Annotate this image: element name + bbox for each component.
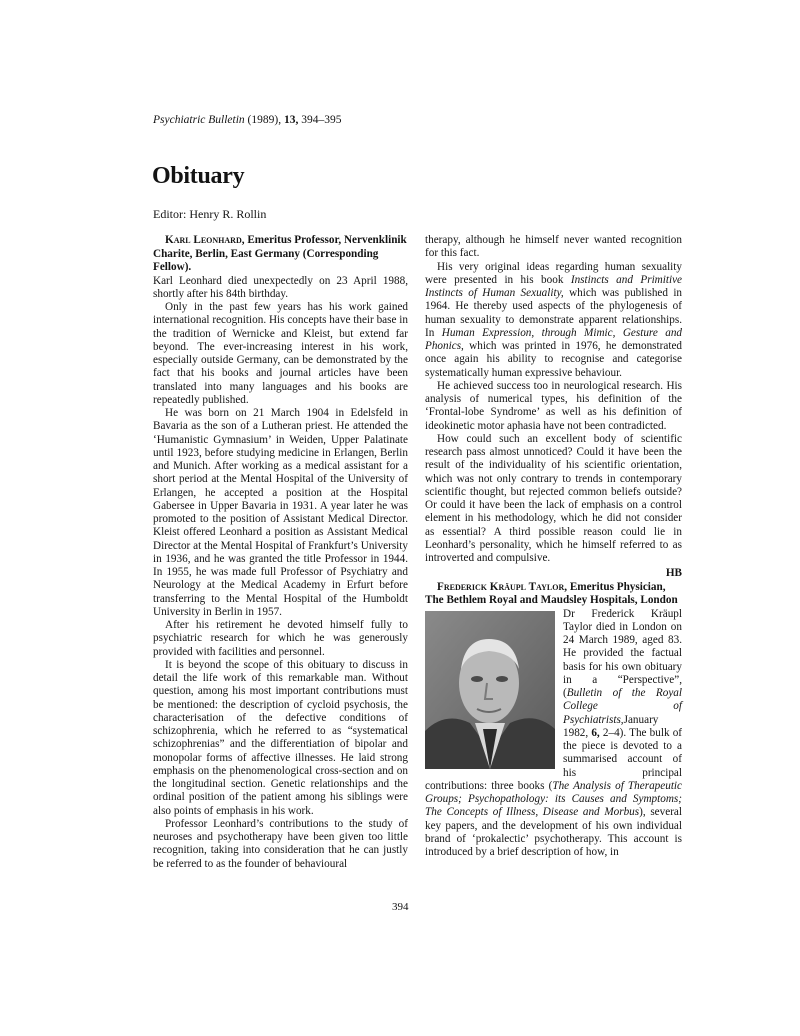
editor-line: Editor: Henry R. Rollin (153, 207, 267, 221)
journal-title: Bulletin of the Royal College of Psychiatrists, (563, 687, 682, 726)
journal-name: Psychiatric Bulletin (153, 114, 245, 126)
paragraph: Karl Leonhard died unexpectedly on 23 April 1988, shortly after his 84th birthday. (153, 274, 408, 300)
left-column (153, 234, 408, 871)
page-number: 394 (392, 901, 409, 913)
paragraph: His very original ideas regarding human sexuality were presented in his book Instincts and Primitive Instincts of Human Sexuality, which was published in 1964. He thereby used aspects of the phylogenesis of human sexuality to demonstrate apparent relationships. In Human Expression, through Mimic, Gesture and Phonics, which was printed in 1976, he demonstrated once again his ability to recognise and categorise systematically human expressive behaviour. (425, 260, 683, 379)
obituary-heading-leonhard (153, 234, 408, 275)
paragraph: therapy, although he himself never wanted recognition for this fact. (425, 234, 682, 260)
paragraph: How could such an excellent body of scientific research pass almost unnoticed? Could it have been the result of the individuality of his scientific orientation, which was not only contrary to trends in contemporary scientific thought, but rejected common beliefs outside? Or could it have been the lack of emphasis on a control element in his methodology, which he did not consider as essential? A third possible reason could lie in Leonhard’s personality, which he himself referred to as introverted and compulsive. (425, 432, 682, 564)
paragraph: He was born on 21 March 1904 in Edelsfeld in Bavaria as the son of a Lutheran priest. He attended the ‘Humanistic Gymnasium’ in Weiden, Upper Palatinate until 1923, before studying medicine in Erlangen, Berlin and Munich. After working as a medical assistant for a short period at the Mental Hospital of the University of Erlangen, he accepted a position at the Hospital Gabersee in Upper Bavaria in 1931. A year later he was promoted to the position of Assistant Medical Director. Kleist offered Leonhard a position as Assistant Medical Director at the Mental Hospital of Frankfurt’s University in 1936, and he was granted the title Professor in 1944. In 1955, he was made full Professor of Psychiatry and Neurology at the Medical Academy in Erfurt before transferring to the Mental Hospital of the Humboldt University in Berlin in 1957. (153, 407, 408, 618)
paragraph: Dr Frederick Kräupl Taylor died in London on 24 March 1989, aged 83. He provided the factual basis for his own obituary in a “Perspective”, (Bulletin of the Royal College of Psychiatrists,January 1982, 6, 2–4). The bulk of the piece is devoted to a summarised account of his principal contributions: three books (The Analysis of Therapeutic Groups; Psychopathology: its Causes and Symptoms; The Concepts of Illness, Disease and Morbus), several key papers, and the development of his own individual brand of ‘prokalectic’ psychotherapy. This account is introduced by a brief description of how, in (425, 607, 683, 858)
author-initials: HB (665, 567, 682, 580)
obituary-heading-taylor (425, 581, 682, 608)
page-title: Obituary (152, 163, 245, 189)
citation-volume: 13, (283, 114, 299, 126)
paragraph: It is beyond the scope of this obituary to discuss in detail the life work of this remarkable man. Without question, among his most important contributions must be mentioned: the description of cycloid psychosis, the characterisation of the defective conditions of schizophrenia, which he referred to as “systematical schizophrenias” and the differentiation of bipolar and monopolar forms of affective illnesses. He laid strong emphasis on the phenomenological cross-section and on the longitudinal section. Genetic relationships and the ordinal position of the patient among his siblings were also points of emphasis in his work. (153, 658, 408, 817)
paragraph: He achieved success too in neurological research. His analysis of numerical types, his definition of the ‘Frontal-lobe Syndrome’ as well as his definition of ideokinetic motor aphasia have not been contradicted. (425, 379, 682, 432)
obituary-name-leonhard: Karl Leonhard, (165, 234, 245, 246)
citation-pages: 394–395 (301, 114, 342, 126)
right-column (425, 234, 682, 859)
journal-citation (153, 114, 341, 126)
paragraph: Only in the past few years has his work gained international recognition. His concepts have their base in the tradition of Wernicke and Kleist, but extend far beyond. The ever-increasing interest in his work, especially outside Germany, can be demonstrated by the fact that his books and journal articles have been translated into many languages and his books are repeatedly published. (153, 301, 408, 406)
book-title: Instincts and Primitive Instincts of Human Sexuality, (425, 273, 683, 299)
obituary-name-taylor: Frederick Kräupl Taylor, (437, 580, 568, 593)
paragraph: After his retirement he devoted himself fully to psychiatric research for which he was generously provided with facilities and personnel. (153, 619, 408, 658)
citation-year: (1989), (247, 114, 282, 126)
book-titles: The Analysis of Therapeutic Groups; Psychopathology: its Causes and Symptoms; The Concepts of Illness, Disease and Morbus (425, 779, 682, 819)
obituary-affiliation-leonhard: Emeritus Professor, Nervenklinik Charite, Berlin, East Germany (Corresponding Fellow). (153, 234, 407, 273)
obituary-affiliation-taylor: Emeritus Physician, The Bethlem Royal and Maudsley Hospitals, London (425, 580, 678, 606)
book-title: Human Expression, through Mimic, Gesture and Phonics, (425, 326, 683, 352)
portrait-photo (425, 611, 555, 769)
paragraph: Professor Leonhard’s contributions to the study of neuroses and psychotherapy have been given too little recognition, taking into consideration that he can justly be referred to as the founder of behavioural (153, 817, 408, 870)
